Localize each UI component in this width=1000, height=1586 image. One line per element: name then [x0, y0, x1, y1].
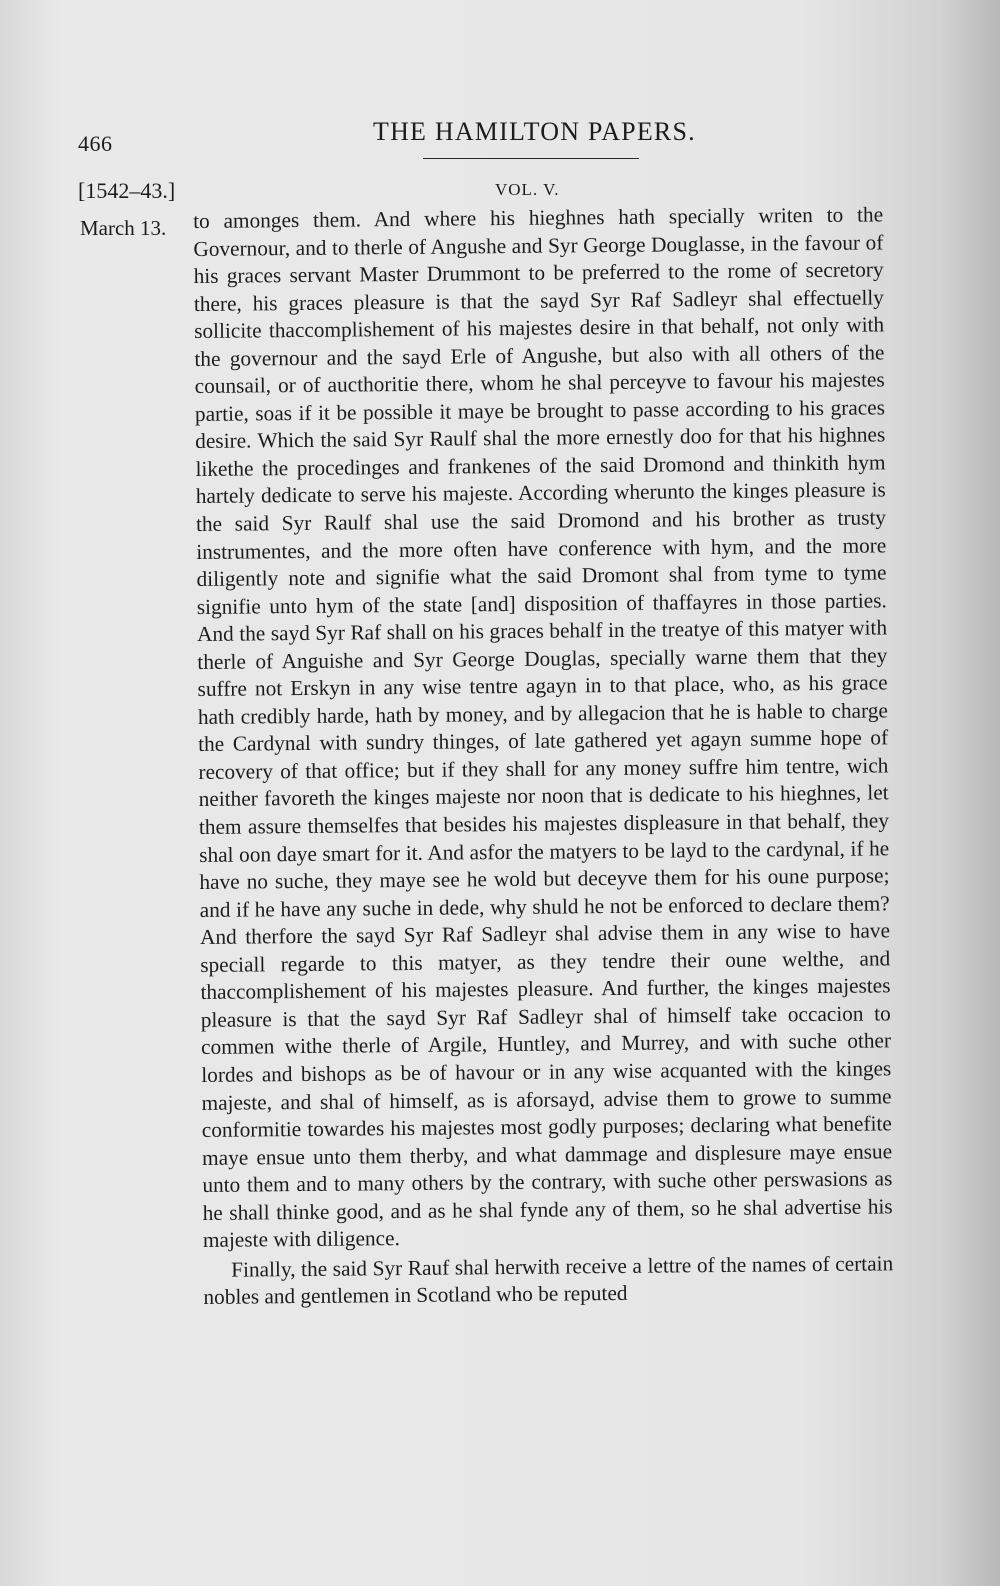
title-rule: [423, 158, 639, 159]
running-title: THE HAMILTON PAPERS.: [373, 117, 696, 146]
margin-date: March 13.: [80, 216, 167, 240]
page-header: [78, 113, 898, 158]
date-bracket: [1542–43.]: [78, 178, 176, 203]
volume-label: VOL. V.: [495, 180, 560, 199]
body-text: [193, 201, 894, 1311]
paragraph: to amonges them. And where his hieghnes hath specially writen to the Governour, and to therle of Angushe and Syr George Douglasse, in the favour of his graces servant Master Drummont to be preferred to the rome of secretory there, his graces pleasure is that the sayd Syr Raf Sadleyr shal effectuelly sollicite thaccomplishement of his majestes desire in that behalf, not only with the governour and the sayd Erle of Angushe, but also with all others of the counsail, or of aucthoritie there, whom he shal perceyve to favour his majestes partie, soas if it be possible it maye be brought to passe according to his graces desire. Which the said Syr Raulf shal the more ernestly doo for that his highnes likethe the procedinges and frankenes of the said Dromond and thinkith hym hartely dedicate to serve his majeste. According wherunto the kinges pleasure is the said Syr Raulf shal use the said Dromond and his brother as trusty instrumentes, and the more often have conference with hym, and the more diligently note and signifie what the said Dromont shal from tyme to tyme signifie unto hym of the state [and] disposition of thaffayres in those parties. And the sayd Syr Raf shall on his graces behalf in the treatye of this matyer with therle of Anguishe and Syr George Douglas, specially warne them that they suffre not Erskyn in any wise tentre agayn in to that place, who, as his grace hath credibly harde, hath by money, and by allegacion that he is hable to charge the Cardynal with sundry thinges, of late gathered yet agayn summe hope of recovery of that office; but if they shall for any money suffre him tentre, wich neither favoreth the kinges majeste nor noon that is dedicate to his hieghnes, let them assure themselfes that besides his majestes displeasure in that behalf, they shal oon daye smart for it. And asfor the matyers to be layd to the cardynal, if he have no suche, they maye see he wold but deceyve them for his oune purpose; and if he have any suche in dede, why shuld he not be enforced to declare them? And therfore the sayd Syr Raf Sadleyr shal advise them in any wise to have speciall regarde to this matyer, as they tendre their oune welthe, and thaccomplishement of his majestes pleasure. And further, the kinges majestes pleasure is that the sayd Syr Raf Sadleyr shal of himself take occacion to commen withe therle of Argile, Huntley, and Murrey, and with suche other lordes and bishops as be of havour or in any wise acquanted with the kinges majeste, and shal of himself, as is aforsayd, advise them to growe to summe conformitie towardes his majestes most godly purposes; declaring what benefite maye ensue unto them therby, and what dammage and displesure maye ensue unto them and to many others by the contrary, with suche other perswasions as he shall thinke good, and as he shal fynde any of them, so he shal advertise his majeste with diligence.: [193, 202, 893, 1253]
paragraph: Finally, the said Syr Rauf shal herwith receive a lettre of the names of certain nobles and gentlemen in Scotland who be reputed: [203, 1251, 894, 1310]
page-number: 466: [78, 131, 113, 156]
